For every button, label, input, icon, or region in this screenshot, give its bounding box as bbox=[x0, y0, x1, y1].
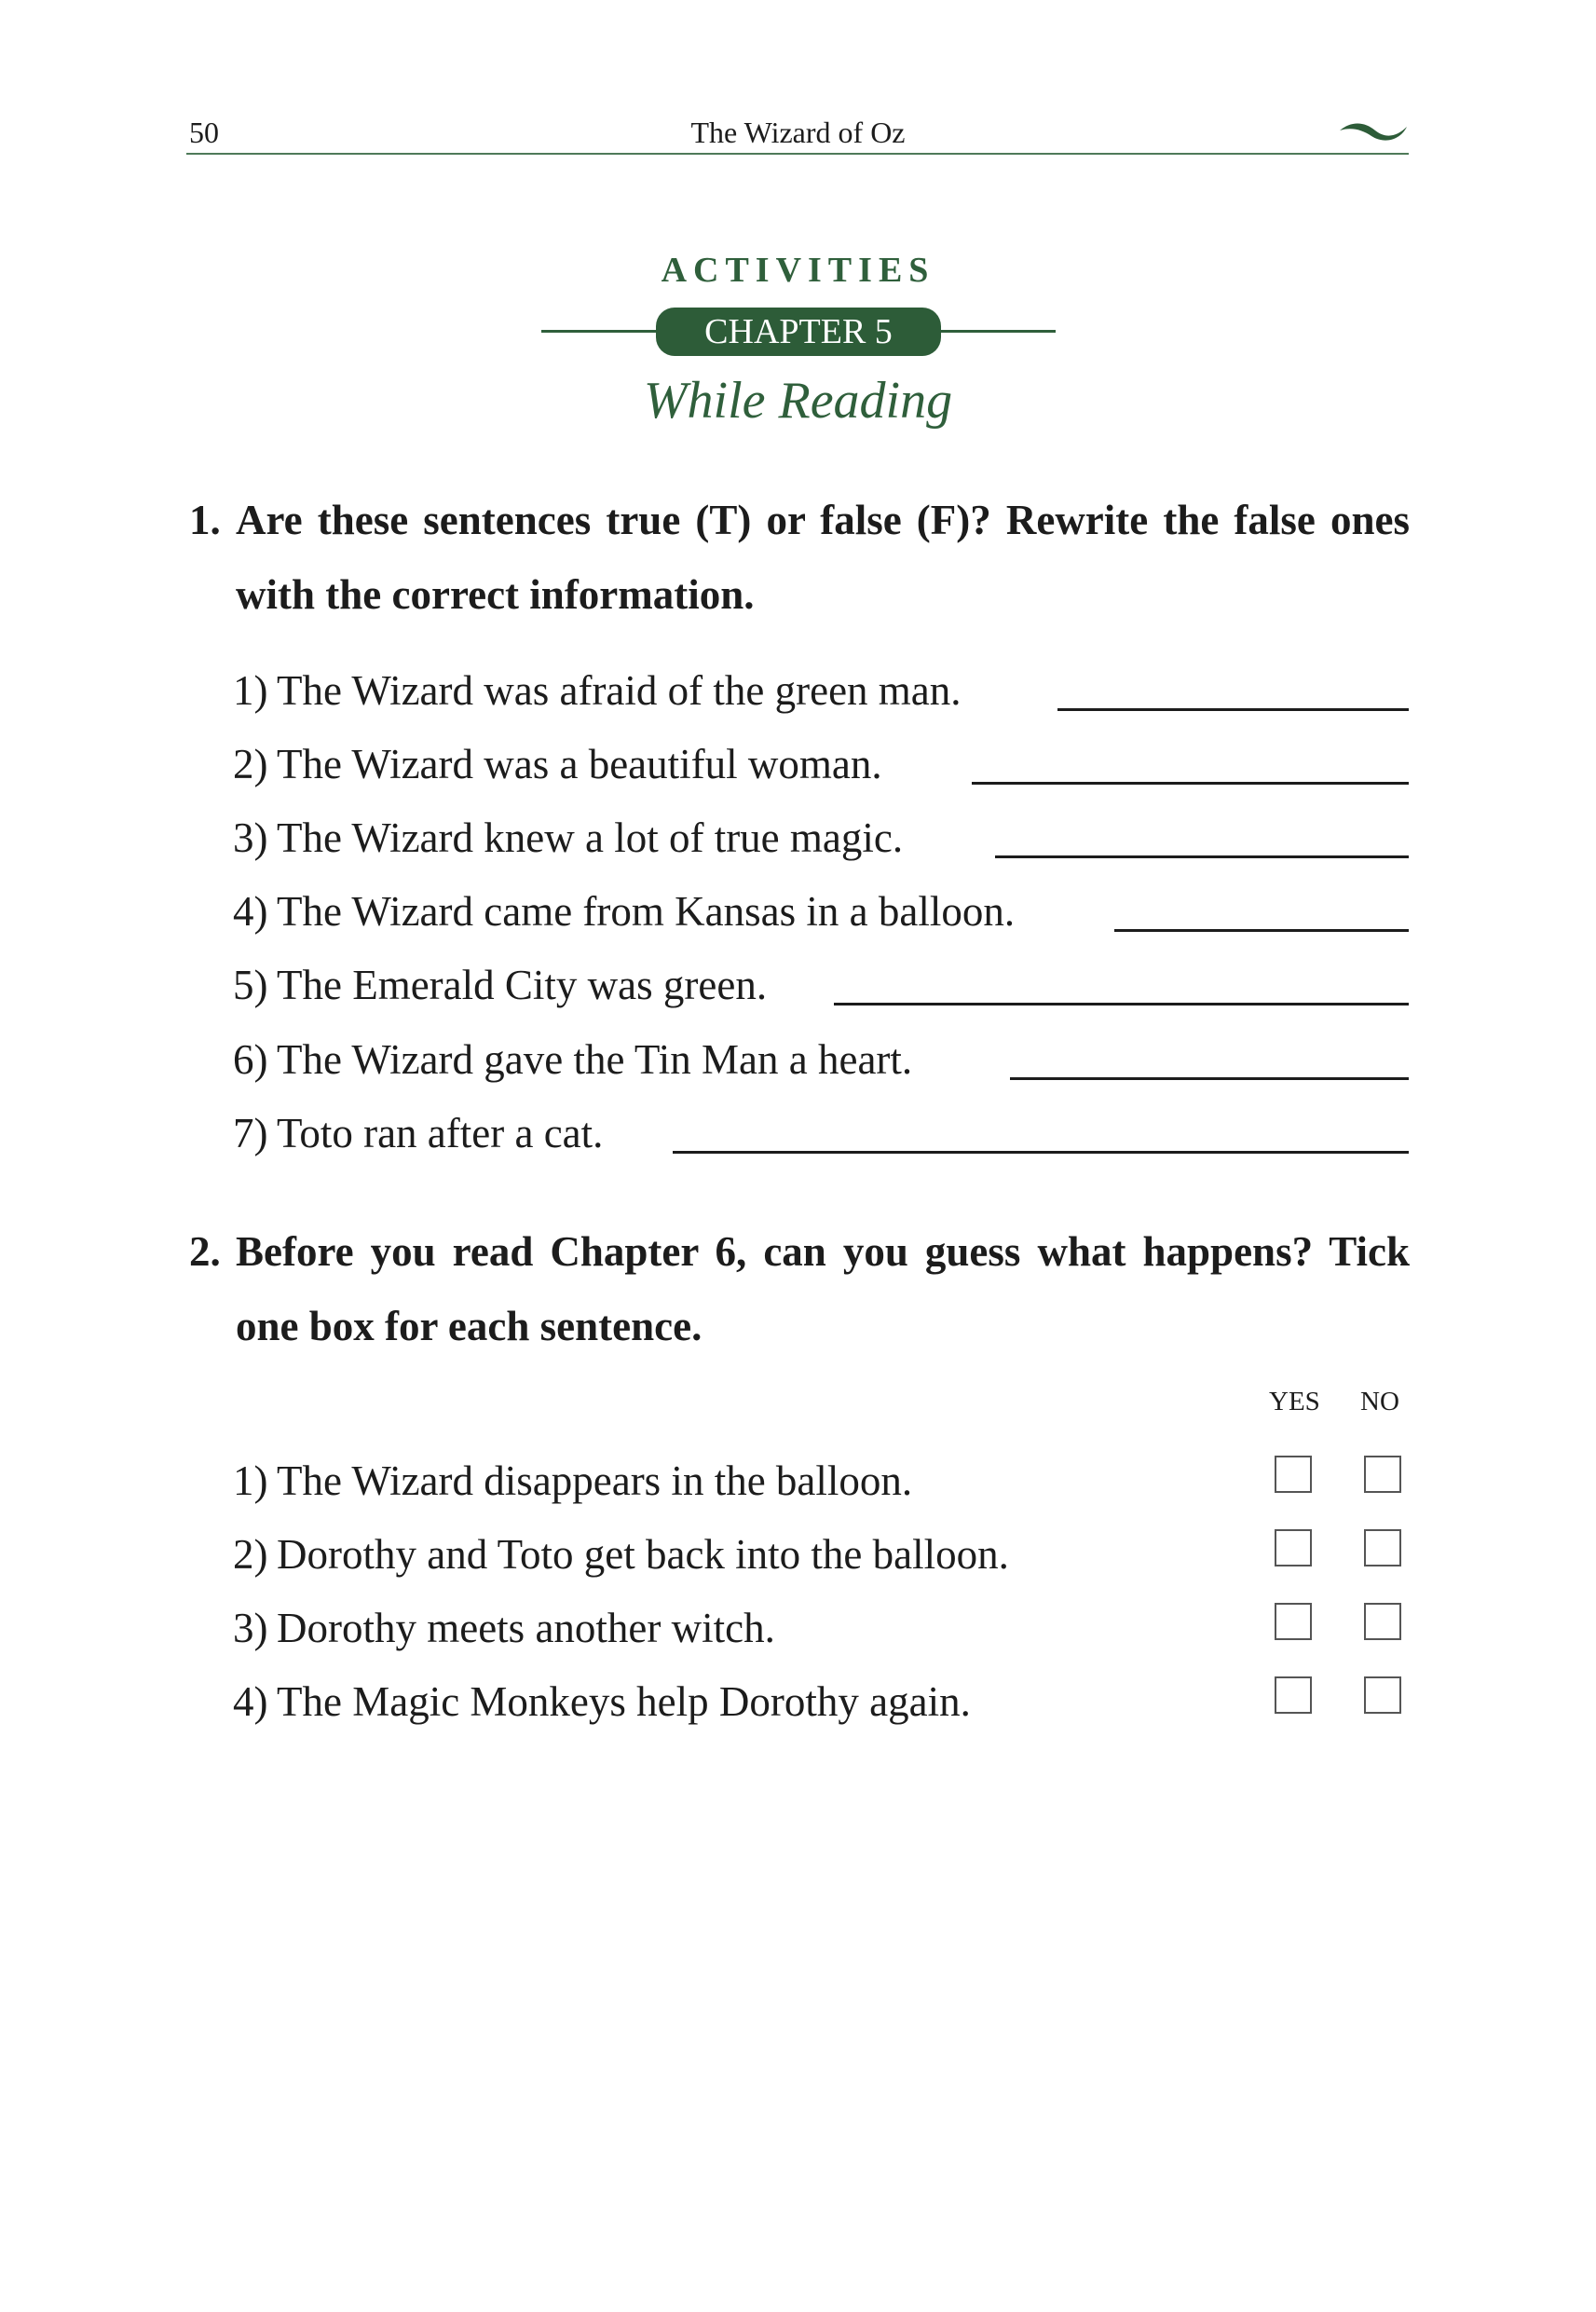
answer-line[interactable] bbox=[1114, 929, 1409, 932]
yes-checkbox[interactable] bbox=[1275, 1529, 1312, 1566]
item-number: 4) bbox=[233, 1678, 268, 1725]
guess-item bbox=[233, 1447, 1409, 1505]
item-text: Toto ran after a cat. bbox=[277, 1110, 604, 1156]
item-text: The Wizard was a beautiful woman. bbox=[277, 741, 882, 787]
item-text: The Wizard gave the Tin Man a heart. bbox=[277, 1036, 913, 1083]
question-2 bbox=[189, 1214, 1410, 1363]
tf-item bbox=[233, 1026, 1409, 1084]
item-number: 7) bbox=[233, 1110, 268, 1156]
tf-item bbox=[233, 878, 1409, 936]
item-number: 4) bbox=[233, 888, 268, 935]
yes-checkbox[interactable] bbox=[1275, 1456, 1312, 1493]
tf-item bbox=[233, 804, 1409, 862]
answer-line[interactable] bbox=[1057, 708, 1409, 711]
answer-line[interactable] bbox=[834, 1003, 1409, 1006]
guess-item bbox=[233, 1521, 1409, 1579]
question-text: Before you read Chapter 6, can you guess what happens? Tick one box for each sentence. bbox=[236, 1228, 1410, 1349]
yes-checkbox[interactable] bbox=[1275, 1603, 1312, 1640]
item-text: The Wizard was afraid of the green man. bbox=[277, 667, 962, 714]
item-number: 3) bbox=[233, 1605, 268, 1651]
item-number: 2) bbox=[233, 741, 268, 787]
item-text: The Wizard knew a lot of true magic. bbox=[277, 814, 904, 861]
tf-item bbox=[233, 731, 1409, 788]
item-number: 6) bbox=[233, 1036, 268, 1083]
tf-item bbox=[233, 951, 1409, 1009]
tf-item bbox=[233, 657, 1409, 715]
section-subtitle: While Reading bbox=[643, 372, 953, 430]
no-checkbox[interactable] bbox=[1364, 1603, 1401, 1640]
book-title: The Wizard of Oz bbox=[690, 116, 906, 149]
yes-column-label: YES bbox=[1269, 1387, 1320, 1416]
item-text: Dorothy meets another witch. bbox=[277, 1605, 775, 1651]
item-number: 5) bbox=[233, 962, 268, 1008]
page-number: 50 bbox=[189, 116, 219, 149]
chapter-badge: CHAPTER 5 bbox=[656, 308, 941, 356]
answer-line[interactable] bbox=[995, 855, 1409, 858]
item-number: 1) bbox=[233, 1457, 268, 1504]
answer-line[interactable] bbox=[673, 1151, 1409, 1154]
question-text: Are these sentences true (T) or false (F)? Rewrite the false ones with the correct information. bbox=[236, 497, 1410, 618]
answer-line[interactable] bbox=[1010, 1077, 1409, 1080]
swash-ornament-icon bbox=[1338, 117, 1409, 145]
guess-item bbox=[233, 1594, 1409, 1652]
item-text: The Magic Monkeys help Dorothy again. bbox=[277, 1678, 971, 1725]
header-rule bbox=[186, 153, 1409, 155]
tf-item bbox=[233, 1100, 1409, 1157]
item-text: Dorothy and Toto get back into the balloon. bbox=[277, 1531, 1009, 1578]
item-number: 2) bbox=[233, 1531, 268, 1578]
item-number: 1) bbox=[233, 667, 268, 714]
guess-item bbox=[233, 1668, 1409, 1726]
no-checkbox[interactable] bbox=[1364, 1529, 1401, 1566]
item-number: 3) bbox=[233, 814, 268, 861]
item-text: The Wizard came from Kansas in a balloon. bbox=[277, 888, 1016, 935]
activities-heading: ACTIVITIES bbox=[661, 251, 935, 290]
item-text: The Wizard disappears in the balloon. bbox=[277, 1457, 913, 1504]
yes-checkbox[interactable] bbox=[1275, 1676, 1312, 1714]
question-number: 1. bbox=[189, 497, 221, 543]
question-number: 2. bbox=[189, 1228, 221, 1275]
no-checkbox[interactable] bbox=[1364, 1676, 1401, 1714]
chapter-rule-right bbox=[938, 330, 1056, 333]
no-column-label: NO bbox=[1360, 1387, 1399, 1416]
item-text: The Emerald City was green. bbox=[277, 962, 768, 1008]
chapter-rule-left bbox=[541, 330, 659, 333]
no-checkbox[interactable] bbox=[1364, 1456, 1401, 1493]
answer-line[interactable] bbox=[972, 782, 1409, 785]
question-1 bbox=[189, 483, 1410, 632]
